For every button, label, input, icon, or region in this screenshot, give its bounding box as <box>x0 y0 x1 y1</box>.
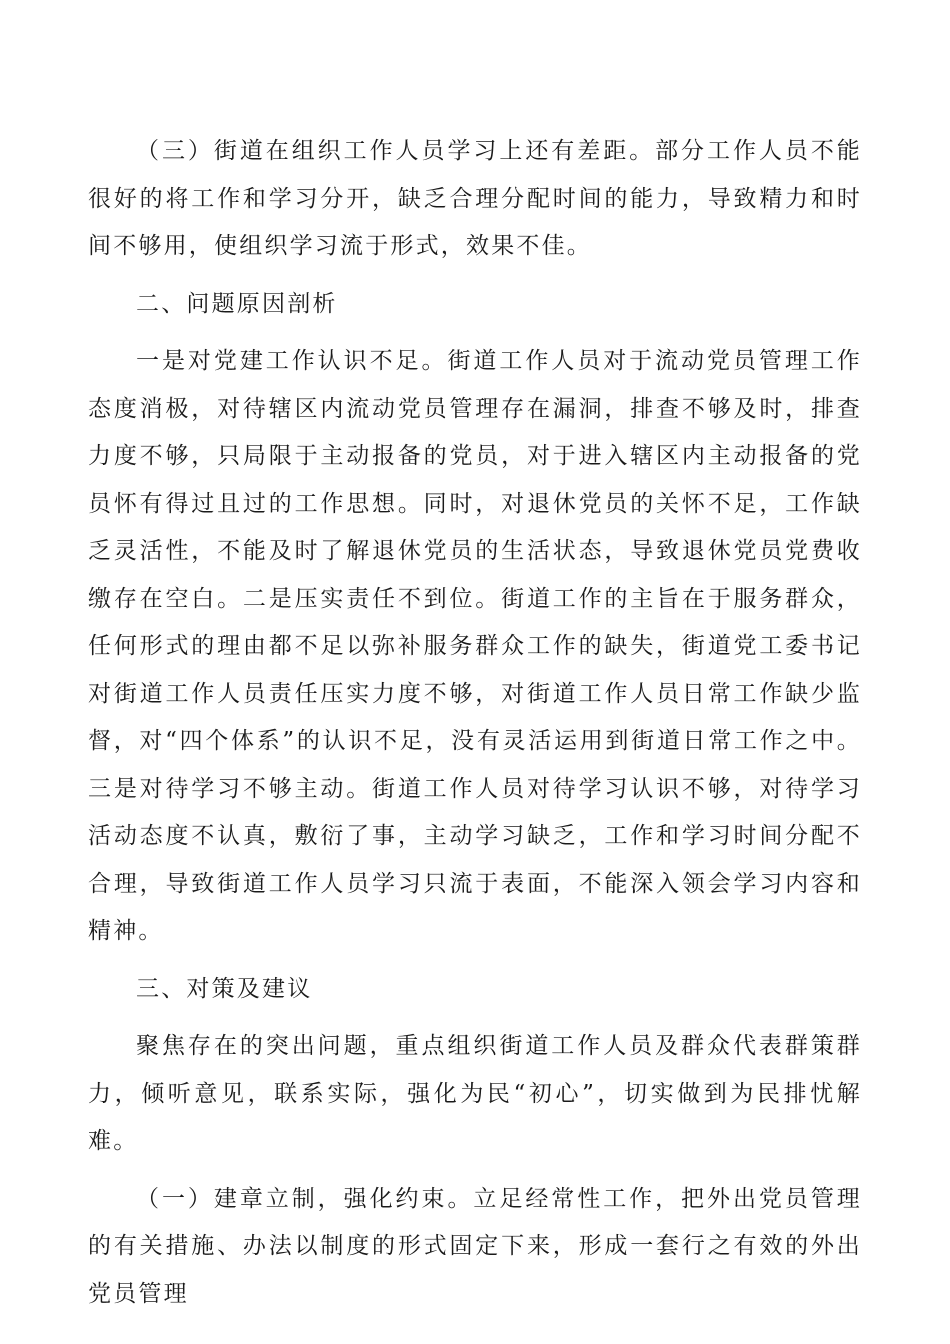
paragraph-section-three-study-gap: （三）街道在组织工作人员学习上还有差距。部分工作人员不能很好的将工作和学习分开，缺乏合理分配时间的能力，导致精力和时间不够用，使组织学习流于形式，效果不佳。 <box>88 138 862 259</box>
heading-cause-analysis: 二、问题原因剖析 <box>136 290 338 317</box>
paragraph-measure-one: （一）建章立制，强化约束。立足经常性工作，把外出党员管理的有关措施、办法以制度的形式固定下来，形成一套行之有效的外出党员管理 <box>88 1185 862 1307</box>
paragraph-countermeasures-intro: 聚焦存在的突出问题，重点组织街道工作人员及群众代表群策群力，倾听意见，联系实际，强化为民“初心”，切实做到为民排忧解难。 <box>88 1033 862 1154</box>
paragraph-cause-analysis: 一是对党建工作认识不足。街道工作人员对于流动党员管理工作态度消极，对待辖区内流动党员管理存在漏洞，排查不够及时，排查力度不够，只局限于主动报备的党员，对于进入辖区内主动报备的党员怀有得过且过的工作思想。同时，对退休党员的关怀不足，工作缺乏灵活性，不能及时了解退休党员的生活状态，导致退休党员党费收缴存在空白。二是压实责任不到位。街道工作的主旨在于服务群众，任何形式的理由都不足以弥补服务群众工作的缺失，街道党工委书记对街道工作人员责任压实力度不够，对街道工作人员日常工作缺少监督，对“四个体系”的认识不足，没有灵活运用到街道日常工作之中。三是对待学习不够主动。街道工作人员对待学习认识不够，对待学习活动态度不认真，敷衍了事，主动学习缺乏，工作和学习时间分配不合理，导致街道工作人员学习只流于表面，不能深入领会学习内容和精神。 <box>88 348 862 944</box>
heading-countermeasures: 三、对策及建议 <box>136 975 313 1002</box>
document-body <box>88 128 862 1328</box>
